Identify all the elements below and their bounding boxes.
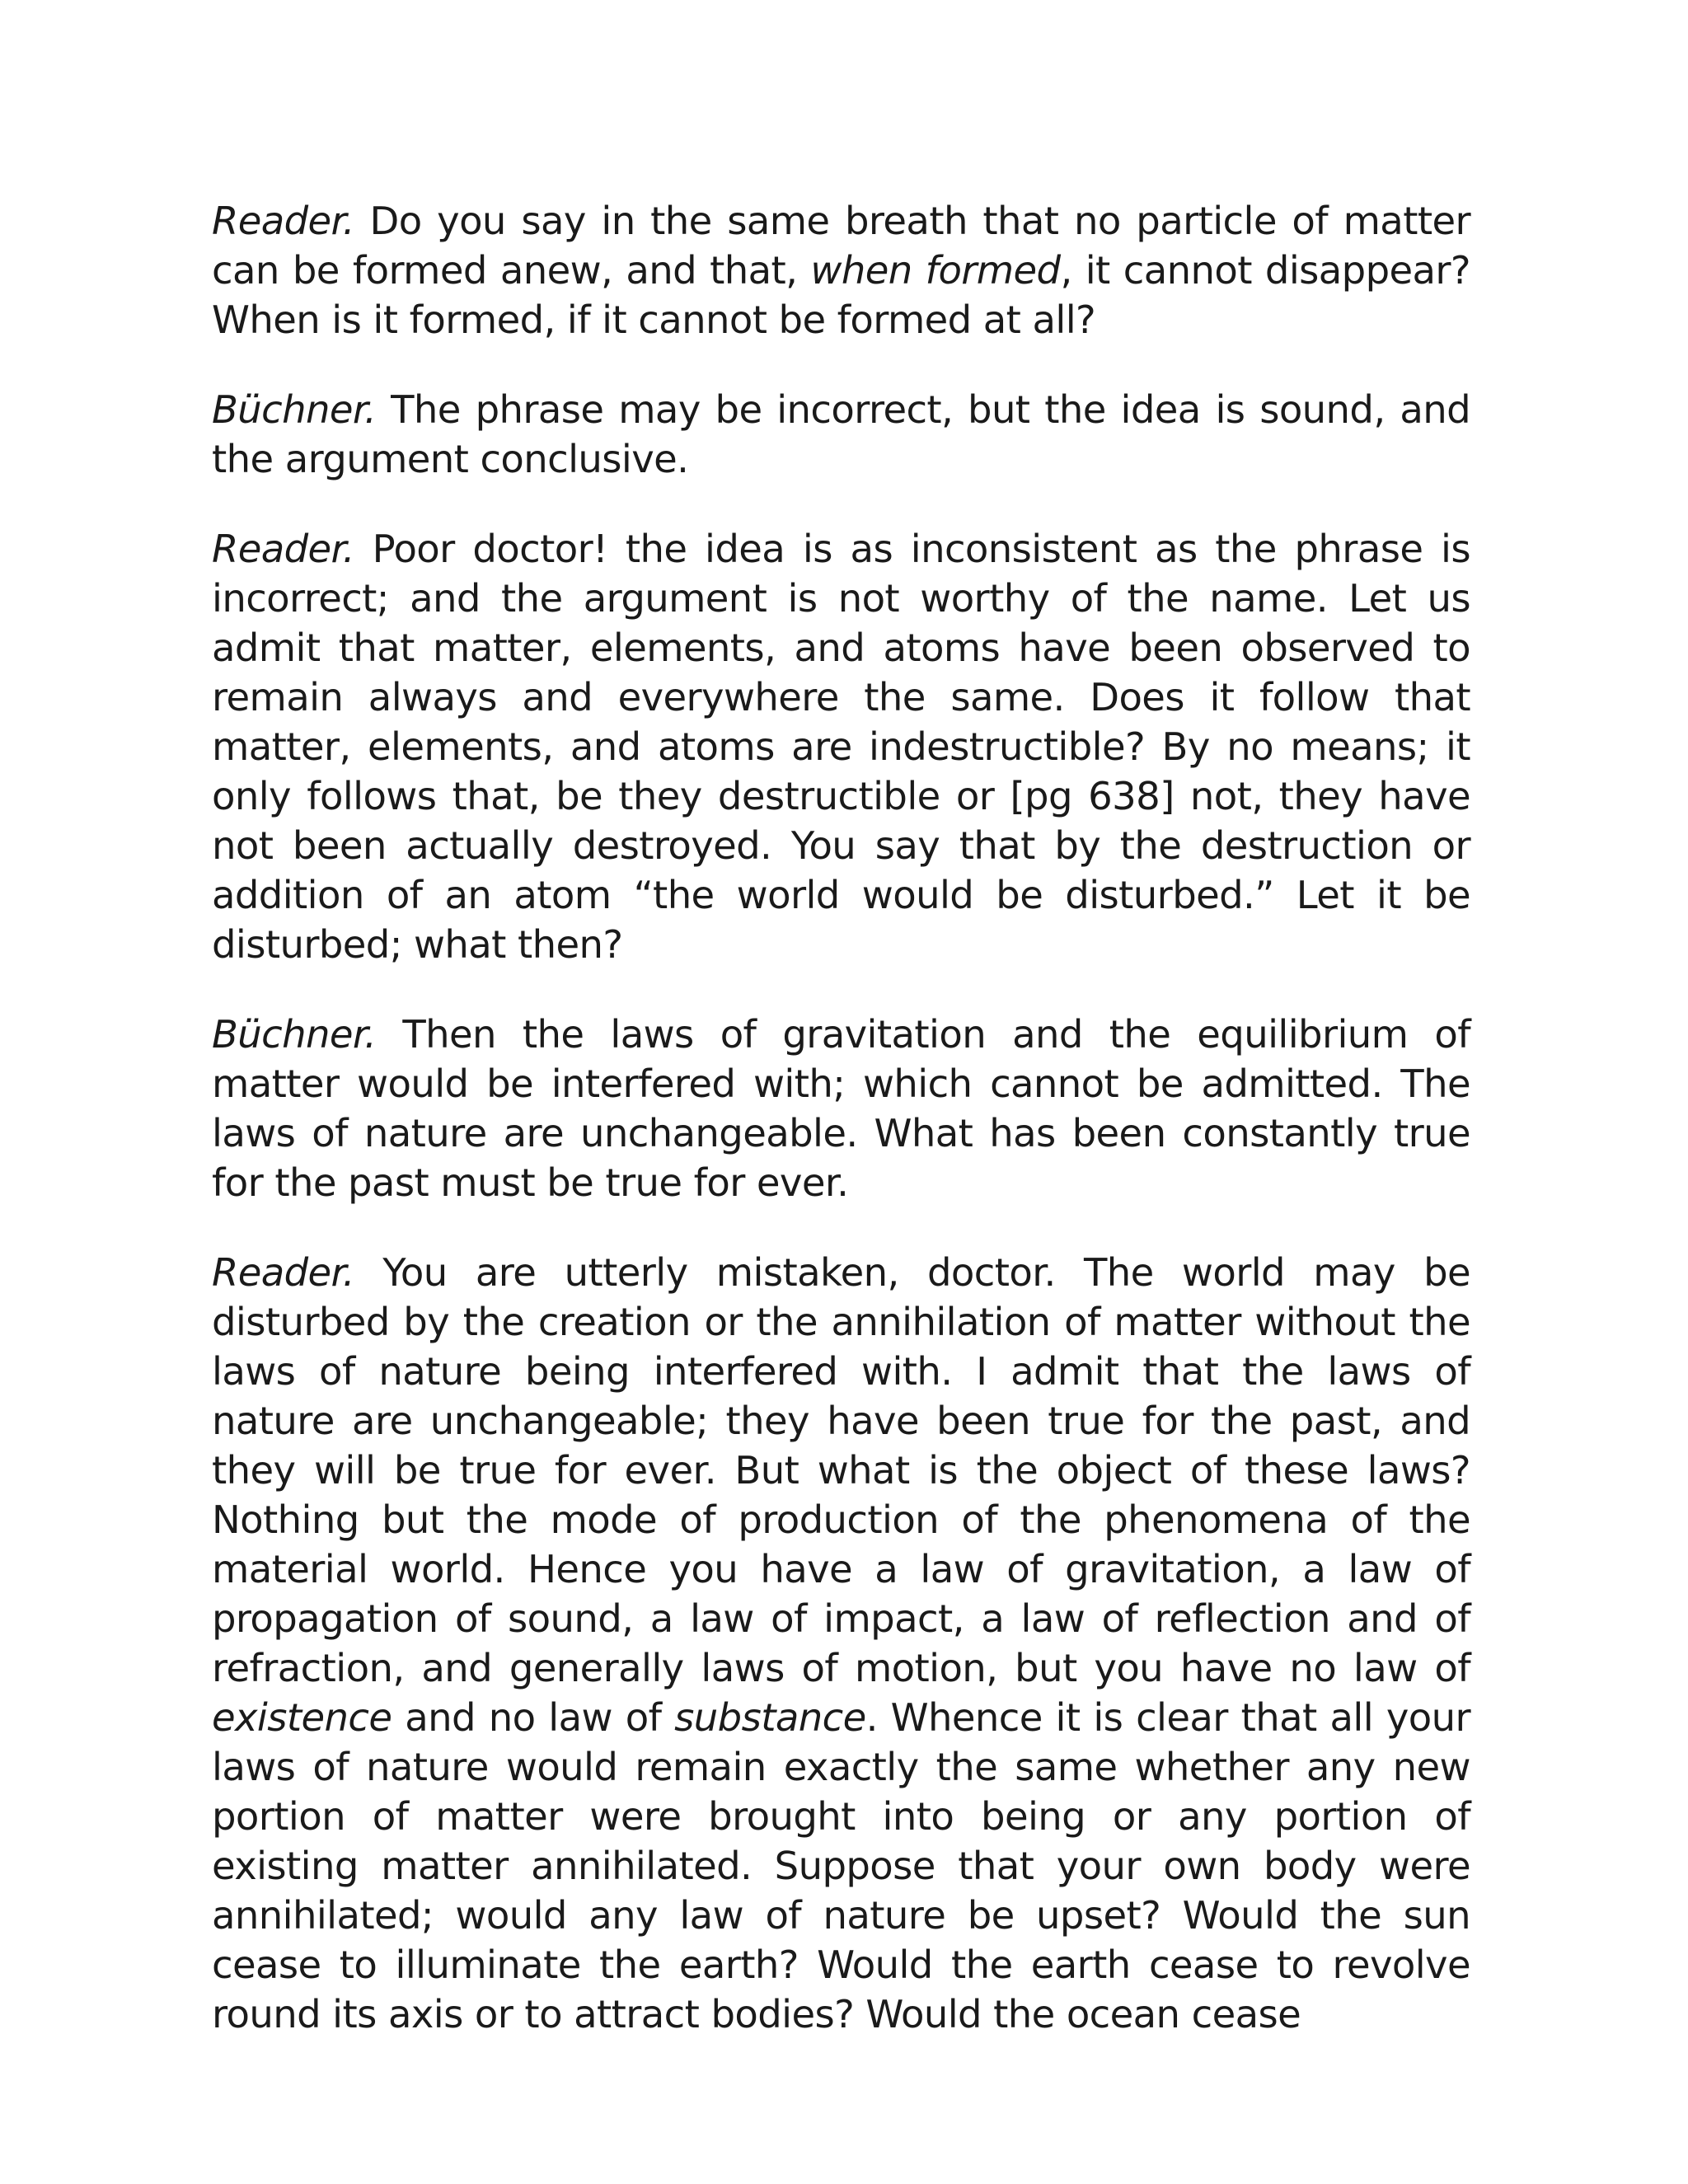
paragraph-text: , it cannot disappear? When is it formed, if it cannot be formed at all? [212, 248, 1471, 342]
speaker-label: Büchner. [212, 1012, 377, 1057]
paragraph-text: Then the laws of gravitation and the equilibrium of matter would be interfered with; which cannot be admitted. The laws of nature are unchangeable. What has been constantly true for the past must be true for ever. [212, 1012, 1470, 1205]
paragraph-text: The phrase may be incorrect, but the idea is sound, and the argument conclusive. [212, 387, 1470, 481]
paragraph-text: Poor doctor! the idea is as inconsistent as the phrase is incorrect; and the argument is not worthy of the name. Let us admit that matter, elements, and atoms have been observed to remain always and everywhere the same. Does it follow that matter, elements, and atoms are indestructible? By no means; it only follows that, be they destructible or [pg 638] not, they have not been actually destroyed. You say that by the destruction or addition of an atom “the world would be disturbed.” Let it be disturbed; what then? [212, 527, 1470, 967]
dialogue-paragraph [212, 1010, 1470, 1207]
emphasis-text: when formed [810, 248, 1061, 293]
dialogue-paragraph [212, 1248, 1470, 2039]
speaker-label: Reader. [212, 199, 354, 243]
document-page [212, 196, 1470, 2039]
speaker-label: Reader. [212, 1250, 354, 1295]
speaker-label: Reader. [212, 527, 354, 571]
dialogue-paragraph [212, 385, 1470, 484]
emphasis-text: existence [212, 1695, 392, 1740]
speaker-label: Büchner. [212, 387, 377, 432]
paragraph-text: You are utterly mistaken, doctor. The world may be disturbed by the creation or the annihilation of matter without the laws of nature being interfered with. I admit that the laws of nature are unchangeable; they have been true for the past, and they will be true for ever. But what is the object of these laws? Nothing but the mode of production of the phenomena of the material world. Hence you have a law of gravitation, a law of propagation of sound, a law of impact, a law of reflection and of refraction, and generally laws of motion, but you have no law of [212, 1250, 1470, 1690]
paragraph-text: . Whence it is clear that all your laws of nature would remain exactly the same whether any new portion of matter were brought into being or any portion of existing matter annihilated. Suppose that your own body were annihilated; would any law of nature be upset? Would the sun cease to illuminate the earth? Would the earth cease to revolve round its axis or to attract bodies? Would the ocean cease [212, 1695, 1470, 2036]
dialogue-paragraph [212, 524, 1470, 969]
paragraph-text: Do you say in the same breath that no particle of matter can be formed anew, and that, [212, 199, 1470, 293]
paragraph-text: and no law of [392, 1695, 675, 1740]
emphasis-text: substance [674, 1695, 866, 1740]
dialogue-paragraph [212, 196, 1470, 344]
